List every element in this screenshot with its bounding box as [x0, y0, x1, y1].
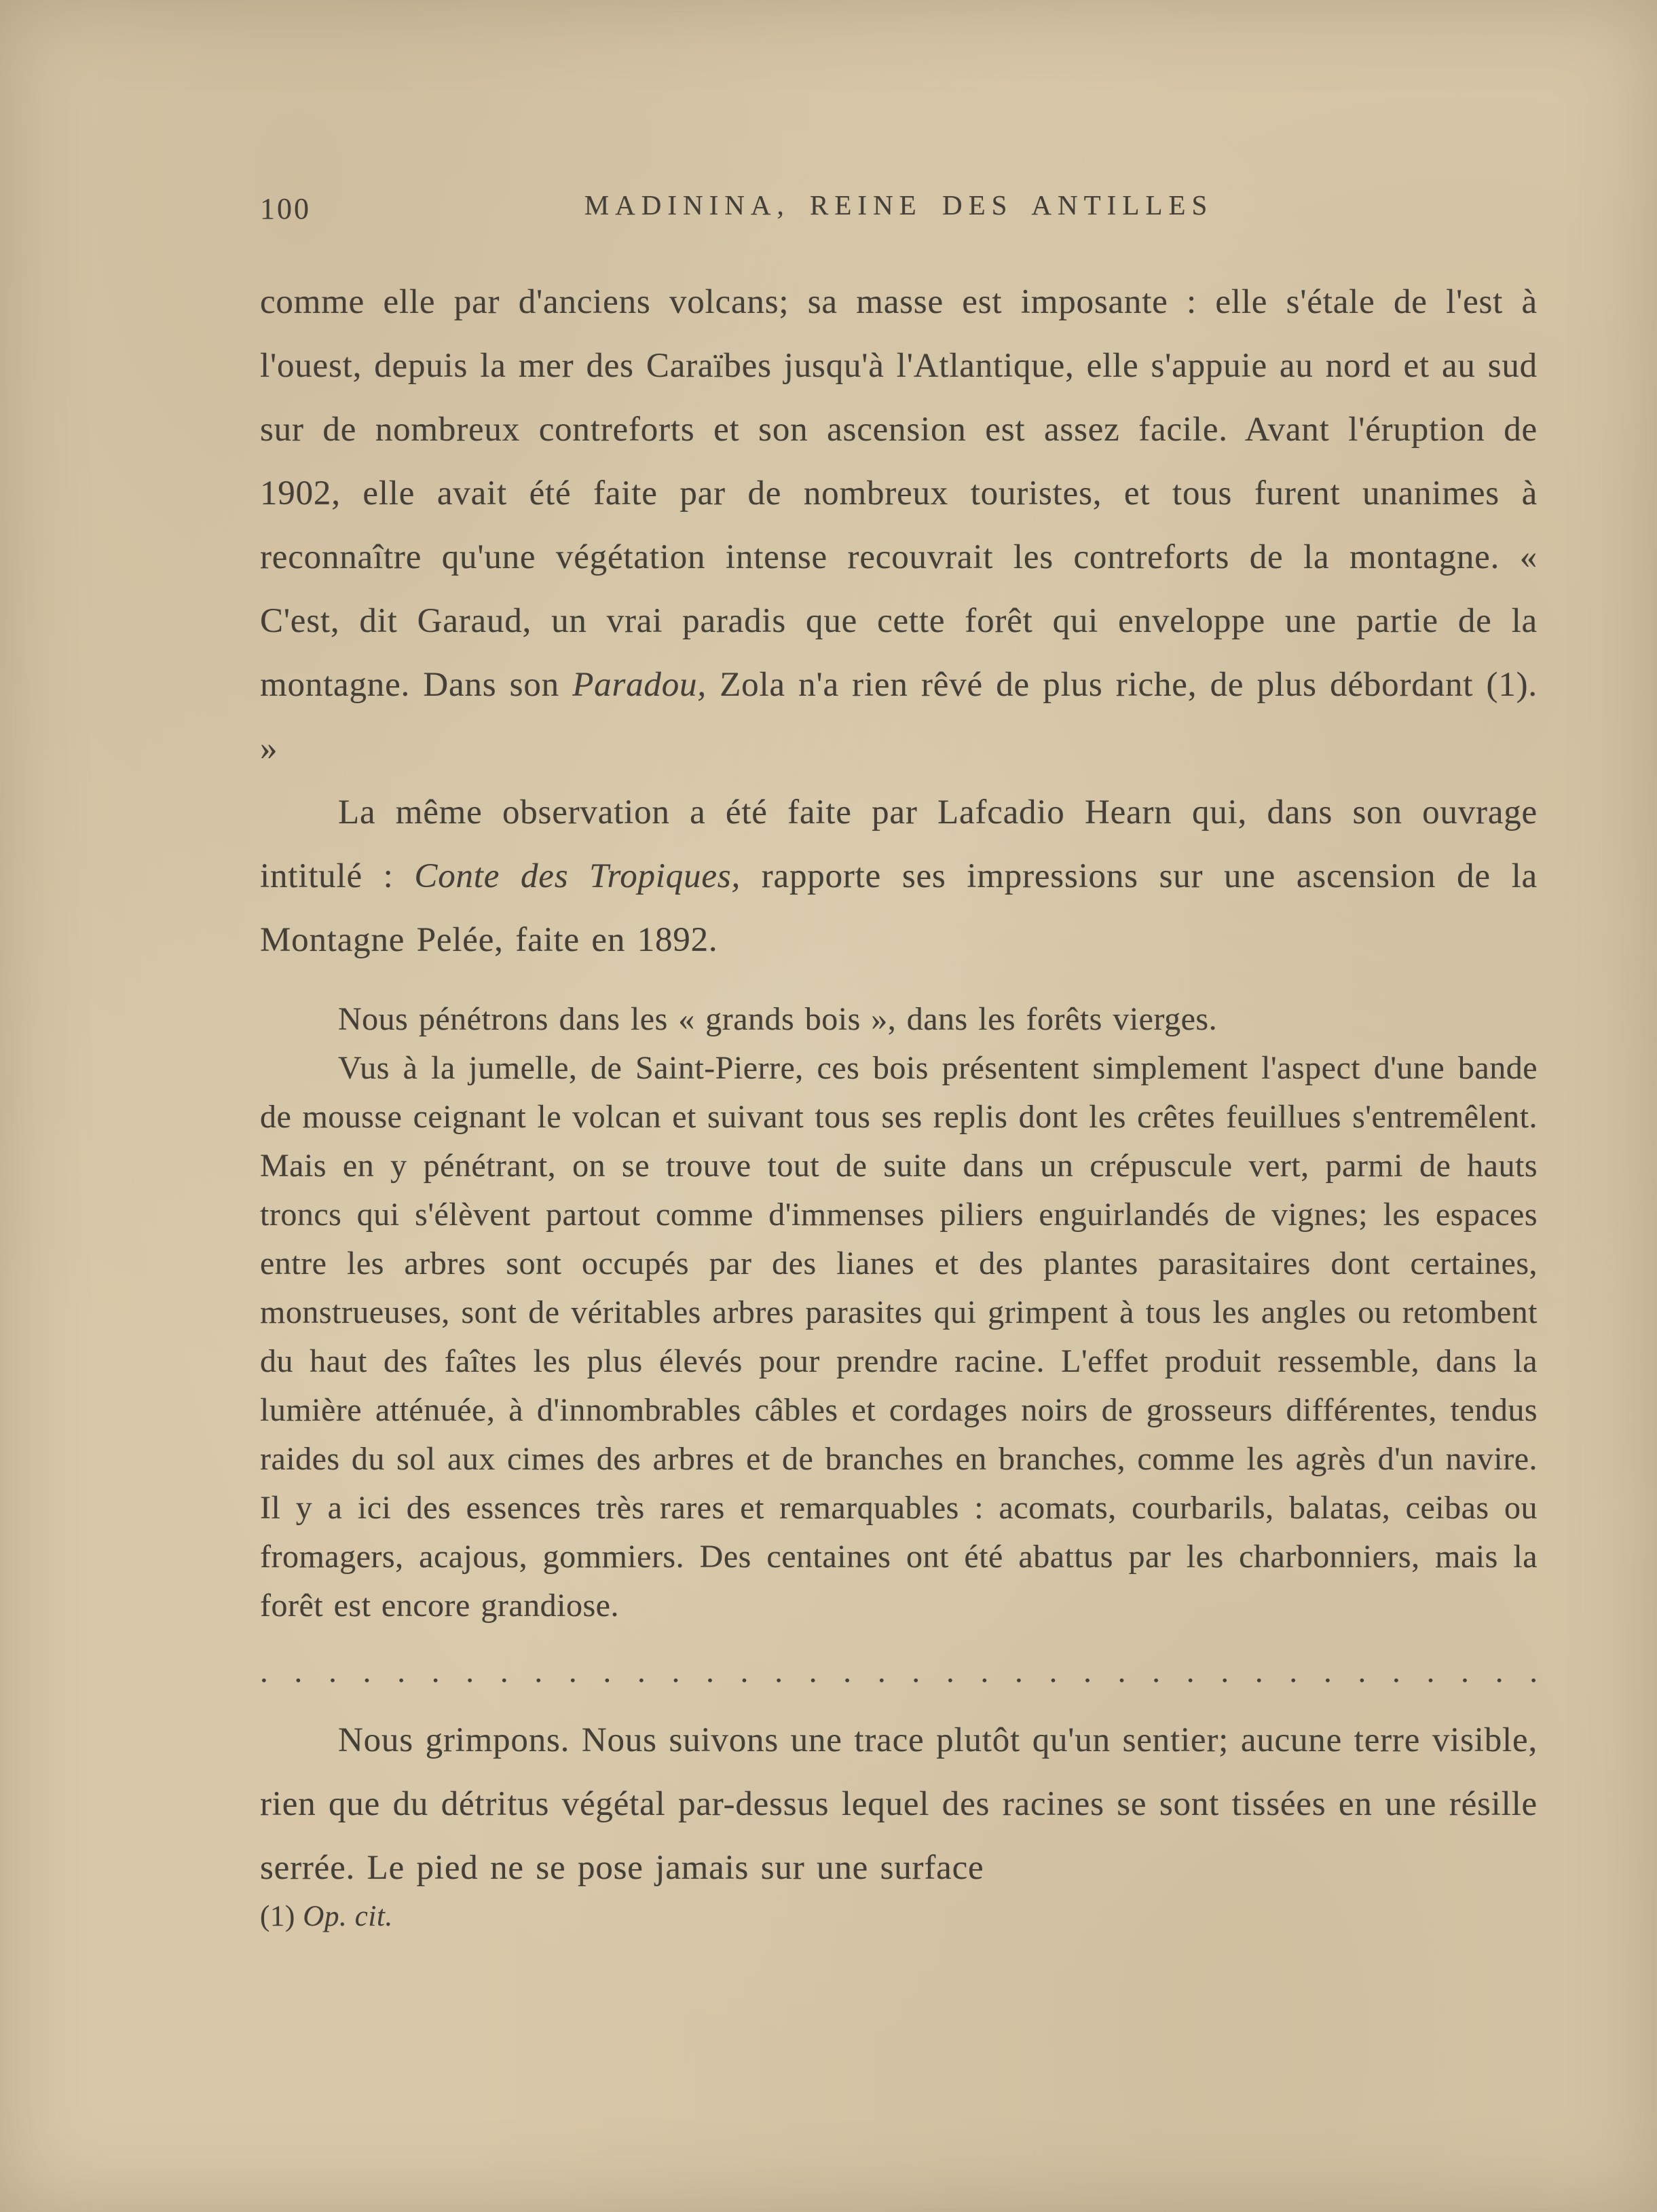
- text-run: Nous pénétrons dans les « grands bois », dans les forêts vierges.: [338, 1001, 1218, 1037]
- ellipsis-dot: .: [1289, 1654, 1298, 1689]
- ellipsis-dot: .: [568, 1654, 577, 1689]
- ellipsis-dot: .: [466, 1654, 474, 1689]
- ellipsis-dot: .: [808, 1654, 817, 1689]
- ellipsis-dot: .: [946, 1654, 954, 1689]
- ellipsis-dot: .: [775, 1654, 783, 1689]
- italic-text: Op. cit.: [303, 1900, 393, 1932]
- text-run: Vus à la jumelle, de Saint-Pierre, ces bois présentent simplement l'aspect d'une bande de mousse ceignant le volcan et suivant tous ses replis dont les crêtes feuillues s'entremêlent. Mais en y pénétrant, on se trouve tout de suite dans un crépuscule vert, parmi de hauts troncs qui s'élèvent partout comme d'immenses piliers enguirlandés de vignes; les espaces entre les arbres sont occupés par des lianes et des plantes parasitaires dont certaines, monstrueuses, sont de véritables arbres parasites qui grimpent à tous les angles ou retombent du haut des faîtes les plus élevés pour prendre racine. L'effet produit ressemble, dans la lumière atténuée, à d'innombrables câbles et cordages noirs de grosseurs différentes, tendus raides du sol aux cimes des arbres et de branches en branches, comme les agrès d'un navire. Il y a ici des essences très rares et remarquables : acomats, courbarils, balatas, ceibas ou fromagers, acajous, gommiers. Des centaines ont été abattus par les charbonniers, mais la forêt est encore grandiose.: [260, 1050, 1538, 1624]
- text-run: Nous grimpons. Nous suivons une trace plutôt qu'un sentier; aucune terre visible, rien que du détritus végétal par-dessus lequel des racines se sont tissées en une résille serrée. Le pied ne se pose jamais sur une surface: [260, 1721, 1538, 1887]
- text-run: (1): [260, 1900, 303, 1932]
- ellipsis-dot: .: [1049, 1654, 1058, 1689]
- ellipsis-dot: .: [603, 1654, 612, 1689]
- italic-text: Paradou,: [572, 666, 707, 704]
- ellipsis-dot: .: [1495, 1654, 1504, 1689]
- ellipsis-dot: .: [877, 1654, 886, 1689]
- ellipsis-dot: .: [1221, 1654, 1229, 1689]
- ellipsis-dot: .: [1015, 1654, 1023, 1689]
- text-run: Zola n'a rien rêvé de plus riche, de plus débordant (1). »: [260, 666, 1538, 768]
- ellipsis-dot: .: [1186, 1654, 1195, 1689]
- footnote: [260, 1900, 1538, 1933]
- ellipsis-dot: .: [397, 1654, 405, 1689]
- ellipsis-dot: .: [534, 1654, 543, 1689]
- ellipsis-dot: .: [1529, 1654, 1538, 1689]
- ellipsis-dot: .: [431, 1654, 440, 1689]
- ellipsis-dot: .: [637, 1654, 646, 1689]
- ellipsis-dot: .: [1083, 1654, 1092, 1689]
- body-paragraph: [260, 1708, 1538, 1900]
- quote-paragraph: [260, 1044, 1538, 1630]
- page-header: [260, 189, 1538, 225]
- ellipsis-dot: .: [1254, 1654, 1263, 1689]
- ellipsis-dot: .: [294, 1654, 303, 1689]
- body-paragraph: [260, 781, 1538, 972]
- ellipsis-dot: .: [671, 1654, 680, 1689]
- ellipsis-dot: .: [362, 1654, 371, 1689]
- body-paragraph: [260, 270, 1538, 781]
- running-head: MADININA, REINE DES ANTILLES: [584, 189, 1214, 221]
- ellipsis-dot: .: [912, 1654, 920, 1689]
- ellipsis-dot: .: [1461, 1654, 1469, 1689]
- ellipsis-dot: .: [1392, 1654, 1400, 1689]
- ellipsis-dot: .: [980, 1654, 989, 1689]
- ellipsis-dot: .: [843, 1654, 852, 1689]
- ellipsis-dot: .: [1323, 1654, 1332, 1689]
- text-run: rapporte ses impressions sur une ascension de la Montagne Pelée, faite en 1892.: [260, 857, 1538, 959]
- ellipsis-dot: .: [1117, 1654, 1126, 1689]
- ellipsis-dot: .: [260, 1654, 268, 1689]
- ellipsis-dot: .: [329, 1654, 337, 1689]
- quote-paragraph: [260, 995, 1538, 1044]
- ellipsis-dot: .: [740, 1654, 749, 1689]
- italic-text: Conte des Tropiques,: [414, 857, 741, 895]
- page-number: 100: [260, 192, 311, 225]
- text-block: [260, 270, 1538, 1933]
- ellipsis-dot: .: [1358, 1654, 1366, 1689]
- ellipsis-dot: .: [706, 1654, 714, 1689]
- ellipsis-dot: .: [1152, 1654, 1160, 1689]
- text-run: comme elle par d'anciens volcans; sa masse est imposante : elle s'étale de l'est à l'ouest, depuis la mer des Caraïbes jusqu'à l'Atlantique, elle s'appuie au nord et au sud sur de nombreux contreforts et son ascension est assez facile. Avant l'éruption de 1902, elle avait été faite par de nombreux touristes, et tous furent unanimes à reconnaître qu'une végétation intense recouvrait les contreforts de la montagne. « C'est, dit Garaud, un vrai paradis que cette forêt qui enveloppe une partie de la montagne. Dans son: [260, 283, 1538, 704]
- ellipsis-line: [260, 1656, 1538, 1688]
- text-run: La même observation a été faite par Lafcadio Hearn qui, dans son ouvrage intitulé :: [260, 793, 1538, 895]
- ellipsis-dot: .: [1426, 1654, 1435, 1689]
- ellipsis-dot: .: [500, 1654, 508, 1689]
